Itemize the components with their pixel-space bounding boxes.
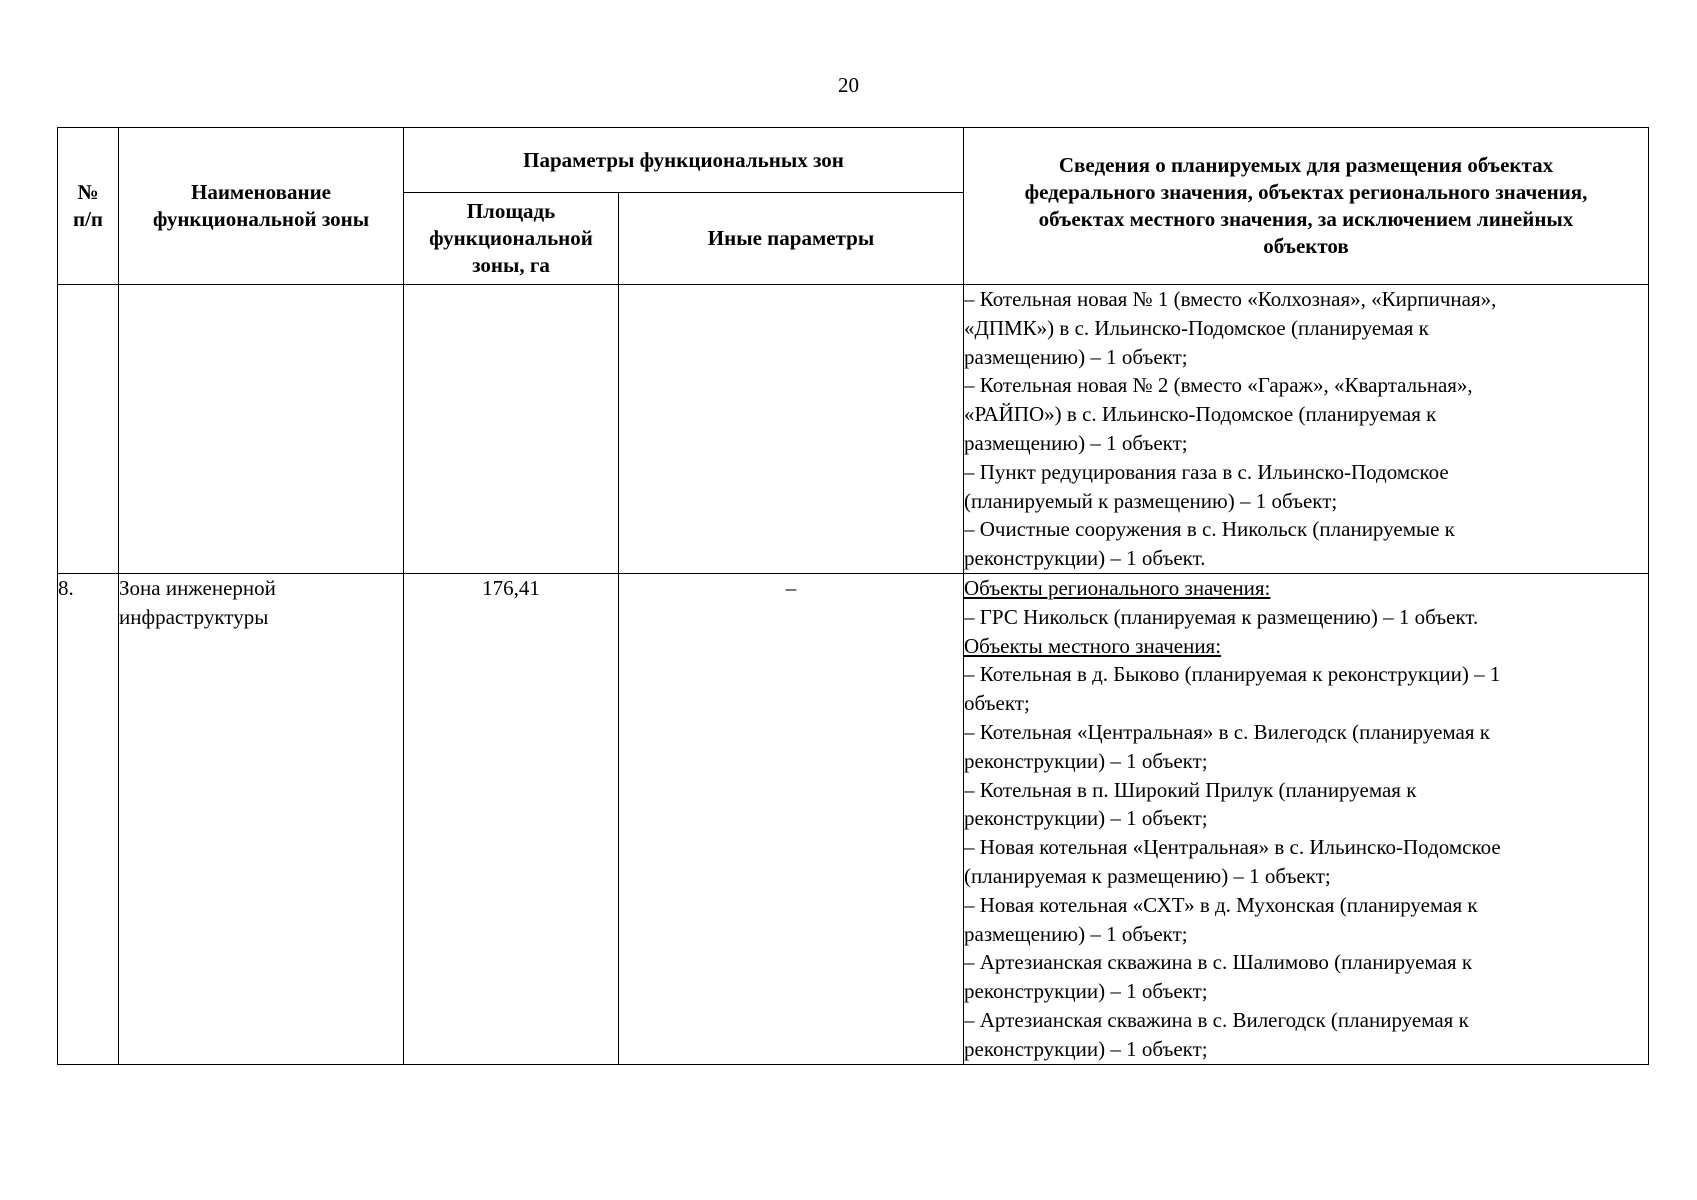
object-line: – Артезианская скважина в с. Вилегодск (планируемая к [964,1007,1469,1032]
header-zone-name-line: Наименование [191,180,331,204]
header-zone-area-line: зоны, га [472,253,550,277]
table-row [58,285,1649,574]
cell-zone-area [404,285,619,574]
header-zone-parameters: Параметры функциональных зон [404,128,964,193]
object-line: реконструкции) – 1 объект; [964,979,1208,1004]
header-zone-area-line: функциональной [429,226,593,250]
object-line: – Новая котельная «СХТ» в д. Мухонская (планируемая к [964,892,1478,917]
cell-zone-name [119,285,404,574]
cell-planned-objects [964,285,1649,574]
zone-name-line: Зона инженерной [119,575,276,600]
cell-zone-area: 176,41 [404,573,619,1064]
object-line: – Котельная новая № 2 (вместо «Гараж», «Квартальная», [964,373,1473,398]
object-line: (планируемая к размещению) – 1 объект; [964,863,1331,888]
cell-number: 8. [58,573,119,1064]
header-planned-objects-line: федерального значения, объектах регионального значения, [1024,180,1588,204]
header-number [58,128,119,285]
object-line: – Котельная в п. Широкий Прилук (планируемая к [964,777,1417,802]
header-planned-objects-line: объектах местного значения, за исключением линейных [1038,207,1574,231]
object-line: размещению) – 1 объект; [964,921,1188,946]
object-line: – Пункт редуцирования газа в с. Ильинско-Подомское [964,459,1449,484]
cell-other-parameters: – [619,573,964,1064]
cell-other-parameters [619,285,964,574]
object-line: реконструкции) – 1 объект; [964,748,1208,773]
object-line: «РАЙПО») в с. Ильинско-Подомское (планируемая к [964,402,1437,427]
header-planned-objects-line: Сведения о планируемых для размещения объектах [1058,153,1554,177]
cell-number [58,285,119,574]
cell-zone-name [119,573,404,1064]
object-line: размещению) – 1 объект; [964,344,1188,369]
object-line: – Новая котельная «Центральная» в с. Ильинско-Подомское [964,835,1501,860]
header-zone-name-line: функциональной зоны [152,207,370,231]
object-line: – Котельная в д. Быково (планируемая к реконструкции) – 1 [964,662,1501,687]
header-other-parameters: Иные параметры [619,193,964,285]
object-line: – Очистные сооружения в с. Никольск (планируемые к [964,517,1455,542]
object-line: объект; [964,691,1030,716]
object-line: «ДПМК») в с. Ильинско-Подомское (планируемая к [964,315,1429,340]
page-number: 20 [838,73,859,97]
object-line: – Котельная новая № 1 (вместо «Колхозная», «Кирпичная», [964,287,1497,311]
header-planned-objects-line: объектов [1263,234,1349,258]
object-group-heading: Объекты регионального значения: [964,575,1271,600]
object-line: – Артезианская скважина в с. Шалимово (планируемая к [964,950,1473,975]
header-zone-area [404,193,619,285]
table-row [58,573,1649,1064]
object-line: – Котельная «Центральная» в с. Вилегодск (планируемая к [964,719,1490,744]
header-zone-area-line: Площадь [466,199,556,223]
object-line: размещению) – 1 объект; [964,430,1188,455]
header-number-line: № [77,180,99,204]
object-line: реконструкции) – 1 объект. [964,546,1206,571]
object-line: реконструкции) – 1 объект; [964,806,1208,831]
header-number-line: п/п [72,207,104,231]
header-planned-objects [964,128,1649,285]
header-zone-name [119,128,404,285]
cell-planned-objects [964,573,1649,1064]
object-line: – ГРС Никольск (планируемая к размещению) – 1 объект. [964,604,1479,629]
object-group-heading: Объекты местного значения: [964,633,1222,658]
zone-name-line: инфраструктуры [119,604,269,629]
object-line: реконструкции) – 1 объект; [964,1036,1208,1061]
object-line: (планируемый к размещению) – 1 объект; [964,488,1338,513]
functional-zones-table [57,127,1649,1065]
